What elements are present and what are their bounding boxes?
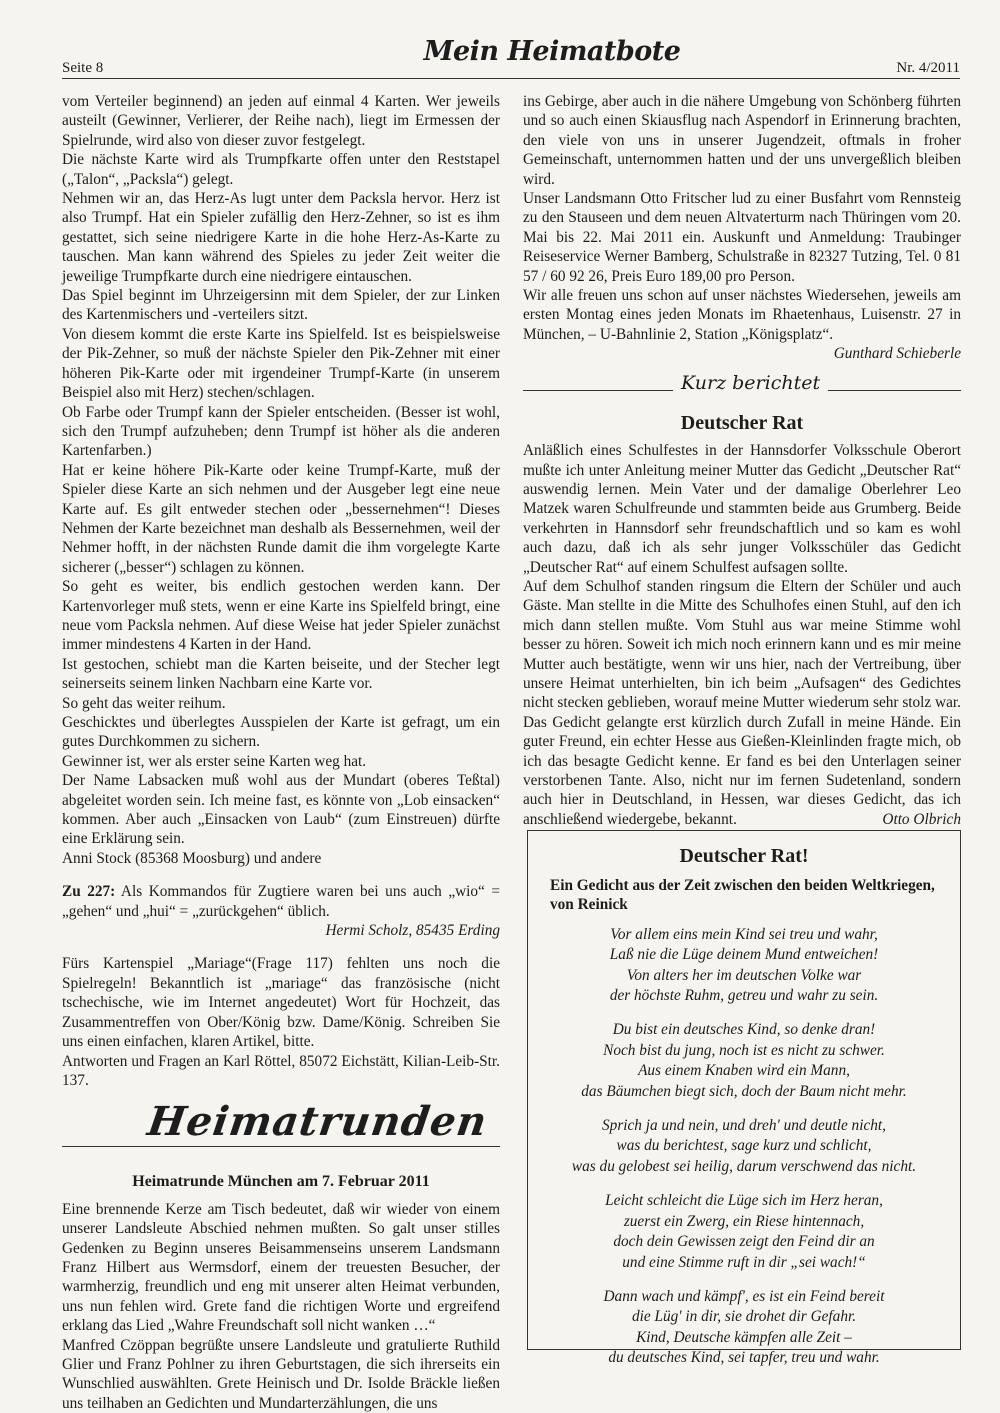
poem-stanza (544, 925, 944, 1007)
article-paragraph: Unser Landsmann Otto Fritscher lud zu einer Busfahrt vom Rennsteig zu den Stauseen und dem neuen Altvaterturm nach Thüringen vom 20. Mai bis 22. Mai 2011 ein. Auskunft und Anmeldung: Traubinger Reiseservice Werner Bamberg, Schulstraße in 82327 Tutzing, Tel. 0 81 57 / 60 92 26, Preis Euro 189,00 pro Person. (523, 190, 961, 285)
poem-box (527, 830, 961, 1367)
spacer (62, 868, 500, 882)
section-rule (62, 1146, 500, 1147)
article-paragraph: Ob Farbe oder Trumpf kann der Spieler entscheiden. (Besser ist wohl, sich den Trumpf aufzuheben; denn Trumpf ist höher als die anderen Kartenfarben.) (62, 403, 500, 460)
poem-line: zuerst ein Zwerg, ein Riese hintennach, (623, 1212, 865, 1230)
deutscher-rat-heading: Deutscher Rat (680, 411, 804, 434)
poem-line: Sprich ja und nein, und dreh' und deutle nicht, (602, 1117, 886, 1135)
kurz-berichtet-header (523, 371, 961, 400)
page-number: Seite 8 (62, 60, 104, 76)
poem-line: Von alters her im deutschen Volke war (626, 966, 862, 984)
poem-line: was du berichtest, sage kurz und schlicht, (616, 1137, 872, 1155)
article-paragraph: Die nächste Karte wird als Trumpfkarte offen unter den Reststapel („Talon“, „Packsla“) gelegt. (62, 151, 500, 188)
kurz-berichtet-label: Kurz berichtet (673, 374, 828, 393)
article-paragraph: Der Name Labsacken muß wohl aus der Mundart (oberes Teßtal) abgeleitet worden sein. Ich meine fast, es könnte von „Lob einsacken“ kommen. Aber auch „Einsacken von Laub“ (zum Einstreuen) dürfte eine Erklärung sein. (62, 772, 500, 848)
poem-line: Laß nie die Lüge deinem Mund entweichen! (609, 946, 879, 964)
poem-stanza (544, 1191, 944, 1273)
issue-number: Nr. 4/2011 (896, 60, 960, 76)
left-column (62, 92, 500, 1413)
poem-line: du deutsches Kind, sei tapfer, treu und wahr. (608, 1349, 880, 1367)
heimatrunde-heading: Heimatrunde München am 7. Februar 2011 (132, 1173, 430, 1191)
poem-line: was du gelobest sei heilig, darum verschwend das nicht. (571, 1157, 917, 1175)
article-text: Das Gedicht gelangte erst kürzlich durch Zufall in meine Hände. Ein guter Freund, ein echter Hesse aus Gießen-Kleinlinden fragte mich, ob ich das besagte Gedicht kenne. Er fand es bei den Unterlagen seiner verstorbenen Tante. Also, nicht nur im fernen Sudetenland, sondern auch hier in Deutschland, in Hessen, war dieses Gedicht, das ich anschließend wiedergebe, bekannt. (523, 713, 961, 828)
article-paragraph: Geschicktes und überlegtes Ausspielen der Karte ist gefragt, um ein gutes Durchkommen zu sichern. (62, 714, 500, 751)
article-paragraph: Hat er keine höhere Pik-Karte oder keine Trumpf-Karte, muß der Spieler diese Karte an sich nehmen und der Ausgeber legt eine neue Karte auf. Es gilt entweder stechen oder „bessernehmen“! Dieses Nehmen der Karte bezeichnet man deshalb als Bessernehmen, weil der Nehmer hofft, in der nächsten Runde damit die ihm vorgelegte Karte sicherer („besser“) schlagen zu können. (62, 461, 500, 576)
article-paragraph (523, 713, 961, 829)
article-signature: Otto Olbrich (882, 810, 961, 828)
poem-subtitle: Ein Gedicht aus der Zeit zwischen den beiden Weltkriegen, von Reinick (550, 877, 935, 914)
right-column (523, 92, 961, 829)
poem-line: die Lüg' in dir, sie drohet dir Gefahr. (631, 1308, 857, 1326)
poem-line: und eine Stimme ruft in dir „sei wach!“ (622, 1253, 866, 1271)
page-header (62, 36, 960, 80)
article-paragraph: Anläßlich eines Schulfestes in der Hannsdorfer Volksschule Oberort mußte ich unter Anleitung meiner Mutter das Gedicht „Deutscher Rat“ auswendig lernen. Mein Vater und der damalige Oberlehrer Leo Matzek waren Schulfreunde und stammten beide aus Grumberg. Beide verkehrten in Hannsdorf sehr freundschaftlich und so kam es wohl auch dazu, daß ich als sehr junger Volksschüler das Gedicht „Deutscher Rat“ auf einem Schulfest aufsagen sollte. (523, 442, 961, 576)
article-signature: Gunthard Schieberle (833, 345, 961, 363)
poem-line: Noch bist du jung, noch ist es nicht zu schwer. (603, 1041, 885, 1059)
article-author: Anni Stock (85368 Moosburg) und andere (62, 849, 322, 867)
contact-paragraph: Antworten und Fragen an Karl Röttel, 85072 Eichstätt, Kilian-Leib-Str. 137. (62, 1052, 500, 1089)
article-paragraph: Wir alle freuen uns schon auf unser nächstes Wiedersehen, jeweils am ersten Montag eines jeden Monats im Rhaetenhaus, Luisenstr. 27 in München, – U-Bahnlinie 2, Station „Königsplatz“. (523, 287, 961, 343)
article-paragraph: Auf dem Schulhof standen ringsum die Eltern der Schüler und auch Gäste. Man stellte in die Mitte des Schulhofes einen Stuhl, auf den ich mich dann stellen mußte. Vom Stuhl aus war meine Stimme wohl besser zu hören. Soweit ich mich noch erinnern kann und es mir meine Mutter auch bestätigte, wenn wir uns hier, nach der Vertreibung, über unsere Heimat unterhielten, bin ich beim „Aufsagen“ des Gedichtes nicht stecken geblieben, worauf meine Mutter wiederum sehr stolz war. (523, 577, 961, 712)
article-paragraph: So geht es weiter, bis endlich gestochen werden kann. Der Kartenvorleger muß stets, wenn er eine Karte ins Spielfeld bringt, eine neue vom Packsla nehmen. Auf diese Weise hat jeder Spieler zunächst immer mindestens 4 Karten in der Hand. (62, 578, 500, 654)
article-paragraph: Eine brennende Kerze am Tisch bedeutet, daß wir wieder von einem unserer Landsleute Abschied nehmen mußten. So galt unser stilles Gedenken zu Beginn unseres Beisammenseins unserem Landsmann Franz Hilbert aus Wermsdorf, einem der treuesten Besucher, der warmherzig, freundlich und eng mit unserer alten Heimat verbunden, uns nun fehlen wird. Grete fand die richtigen Worte und ergreifend erklang das Lied „Wahre Freundschaft soll nicht wanken …“ (62, 1200, 500, 1335)
article-paragraph: Gewinner ist, wer als erster seine Karten weg hat. (62, 752, 367, 770)
article-paragraph: Nehmen wir an, das Herz-As lugt unter dem Packsla hervor. Herz ist also Trumpf. Hat ein Spieler zufällig den Herz-Zehner, so ist es ihm gestattet, sich seine niedrigere Karte in die hohe Herz-As-Karte zu tauschen. Man kann während des Spieles zu jeder Zeit weiter die jeweilige Trumpfkarte durch eine niedrigere eintauschen. (62, 190, 500, 285)
heimatrunden-logo: Heimatrunden (143, 1112, 493, 1131)
poem-line: Dann wach und kämpf', es ist ein Feind bereit (603, 1287, 885, 1305)
poem-line: der höchste Ruhm, getreu und wahr zu sein. (609, 987, 879, 1005)
poem-line: Kind, Deutsche kämpfen alle Zeit – (636, 1328, 852, 1346)
article-paragraph: So geht das weiter reihum. (62, 694, 226, 712)
poem-line: Leicht schleicht die Lüge sich im Herz heran, (605, 1192, 883, 1210)
poem-stanza (544, 1020, 944, 1102)
poem-stanza (544, 1116, 944, 1177)
poem-line: Du bist ein deutsches Kind, so denke dran! (612, 1021, 876, 1039)
article-paragraph: vom Verteiler beginnend) an jeden auf einmal 4 Karten. Wer jeweils austeilt (Gewinner, Verlierer, der Reihe nach), liegt im Ermessen der Spielrunde, wird also von dieser zuvor festgelegt. (62, 93, 500, 149)
zu227-paragraph (62, 882, 500, 921)
article-paragraph: Das Spiel beginnt im Uhrzeigersinn mit dem Spieler, der zur Linken des Kartenmischers und -verteilers sitzt. (62, 287, 500, 324)
article-paragraph: Ist gestochen, schiebt man die Karten beiseite, und der Stecher legt seinerseits seinem linken Nachbarn eine Karte vor. (62, 655, 500, 693)
zu227-text: Als Kommandos für Zugtiere waren bei uns auch „wio“ = „gehen“ und „hui“ = „zurückgehen“ üblich. (62, 883, 500, 920)
poem-title: Deutscher Rat! (679, 845, 809, 867)
poem-line: doch dein Gewissen zeigt den Feind dir an (613, 1233, 875, 1251)
header-rule (62, 78, 960, 79)
heimatrunden-section-header (62, 1098, 500, 1164)
spacer (62, 940, 500, 954)
poem-line: das Bäumchen biegt sich, doch der Baum nicht mehr. (581, 1082, 907, 1100)
poem-stanza (544, 1287, 944, 1369)
article-paragraph: Von diesem kommt die erste Karte ins Spielfeld. Ist es beispielsweise der Pik-Zehner, so muß der nächste Spieler den Pik-Zehner mit einer höheren Pik-Karte oder mit irgendeiner Trumpf-Karte (in unserem Beispiel also mit Herz) stechen/schlagen. (62, 325, 500, 402)
zu227-label: Zu 227: (62, 883, 116, 901)
masthead-logo: Mein Heimatbote (423, 36, 681, 67)
poem-line: Aus einem Knaben wird ein Mann, (638, 1062, 850, 1080)
poem-line: Vor allem eins mein Kind sei treu und wahr, (610, 925, 878, 943)
zu227-signature: Hermi Scholz, 85435 Erding (325, 922, 500, 940)
article-paragraph: ins Gebirge, aber auch in die nähere Umgebung von Schönberg führten und so auch einen Skiausflug nach Aspendorf in Erinnerung brachten, den viele von uns in unserer Jugendzeit, oftmals in froher Gemeinschaft, unternommen hatten und der uns unvergeßlich bleiben wird. (523, 93, 961, 188)
mariage-paragraph: Fürs Kartenspiel „Mariage“(Frage 117) fehlten uns noch die Spielregeln! Bekanntlich ist „mariage“ das französische (nicht tschechische, wie im Internet angedeutet) Wort für Hochzeit, das Zusammentreffen von Ober/König bzw. Dame/König. Schreiben Sie uns einen einfachen, klaren Artikel, bitte. (62, 955, 500, 1051)
article-paragraph: Manfred Czöppan begrüßte unsere Landsleute und gratulierte Ruthild Glier und Franz Pohlner zu ihren Geburtstagen, die sich ihrerseits ein Wunschlied auswählten. Grete Heinisch und Dr. Isolde Bräckle ließen uns teilhaben an Gedichten und Mundarterzählungen, die uns (62, 1336, 500, 1412)
